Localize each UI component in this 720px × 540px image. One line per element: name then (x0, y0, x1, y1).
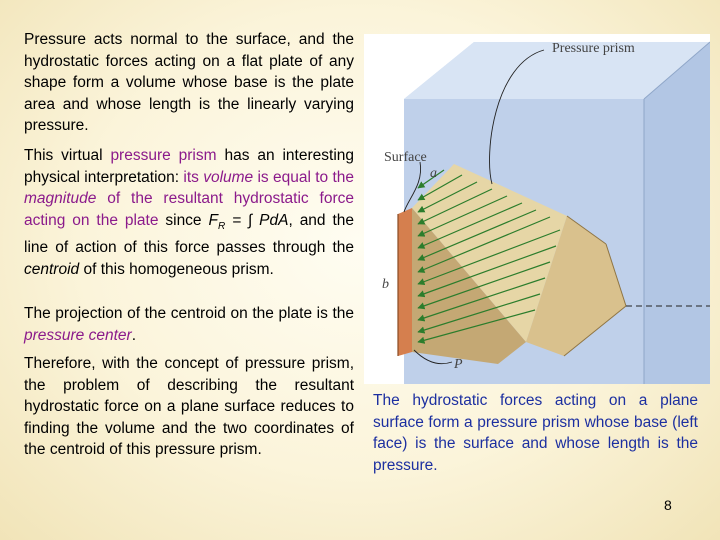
label-pressure-prism: Pressure prism (552, 41, 635, 56)
term-centroid: centroid (24, 261, 80, 279)
term-magnitude: magnitude (24, 190, 97, 208)
formula: $F_R$ = ∫ PdA (208, 211, 289, 232)
label-p: P (454, 357, 463, 372)
term-pressure-prism: pressure prism (110, 147, 217, 164)
pressure-prism-figure (364, 34, 710, 384)
surface-plate (398, 208, 412, 356)
term-volume: volume (203, 168, 254, 186)
page-number: 8 (664, 497, 672, 513)
intro-paragraph: Pressure acts normal to the surface, and the hydrostatic forces acting on a flat plate of any shape form a volume whose base is the plate area and whose length is the linearly varying pressure. (24, 31, 354, 135)
term-pressure-center: pressure center (24, 326, 132, 344)
figure-caption: The hydrostatic forces acting on a plane surface form a pressure prism whose base (left face) is the surface and whose length is the pressure. (373, 392, 698, 474)
conclusion-paragraph: Therefore, with the concept of pressure prism, the problem of describing the resultant hydrostatic force on a plane surface reduces to finding the volume and the two coordinates of the centroid of this pressure prism. (24, 355, 354, 459)
label-b: b (382, 277, 389, 292)
cube-side-face (644, 42, 710, 384)
label-a: a (430, 166, 437, 181)
projection-paragraph: The projection of the centroid on the plate is the pressure center. (24, 305, 354, 344)
interpretation-paragraph: This virtual pressure prism has an interesting physical interpretation: its volume is equal to the magnitude of the resultant hydrostatic force acting on the plate since $F_R$ = ∫ PdA, and the line of action of this force passes through the centroid of this homogeneous prism. (24, 147, 355, 279)
label-surface: Surface (384, 150, 427, 165)
